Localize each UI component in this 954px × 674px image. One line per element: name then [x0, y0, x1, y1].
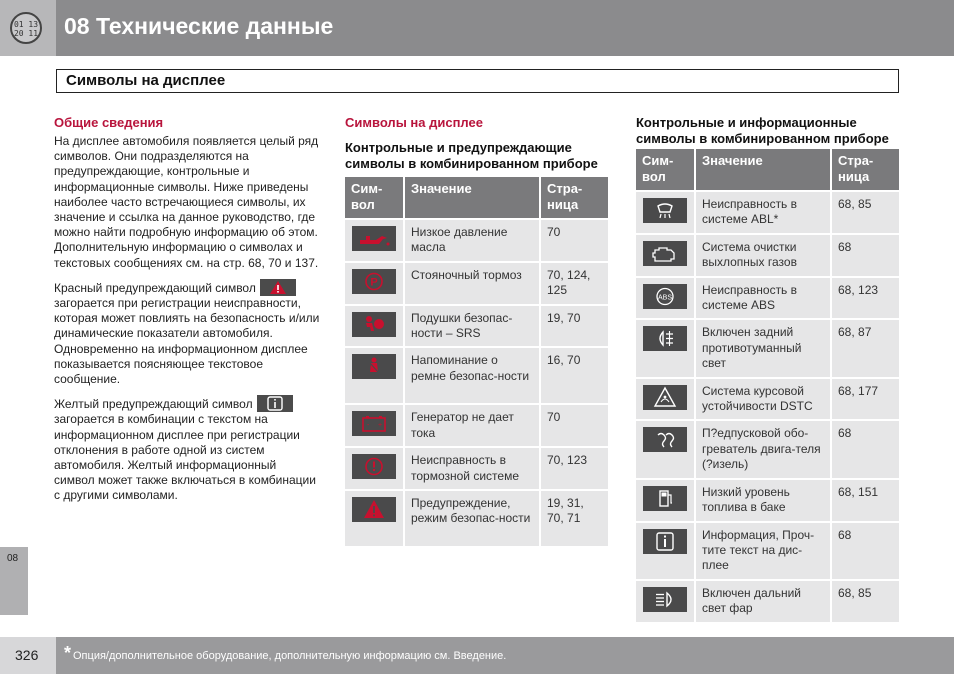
meaning-cell: Система очистки выхлопных газов — [695, 234, 831, 277]
footnote-star: * — [64, 643, 72, 663]
page-cell: 19, 70 — [540, 305, 608, 348]
meaning-cell: Предупреждение, режим безопас-ности — [404, 490, 540, 546]
general-info-paragraph: На дисплее автомобиля появляется целый ряд символов. Они подразделяются на предупреждающие, контрольные и информационные символы. Ниже приведены наиболее часто встречающиеся символы, их значение и ссылка на данное руководство, где можно найти подробную информацию об этом. Дополнительную информацию о символах и текстовых сообщениях см. на стр. 68, 70 и 137. — [54, 134, 319, 270]
column-header-page: Стра- ница — [540, 177, 608, 219]
airbag-icon — [352, 312, 396, 337]
red-warning-text-start: Красный предупреждающий символ — [54, 280, 256, 295]
page-header — [0, 0, 954, 56]
abl-fault-icon — [643, 198, 687, 223]
symbol-cell — [636, 420, 695, 478]
page-number: 326 — [15, 647, 39, 663]
page-cell: 16, 70 — [540, 347, 608, 404]
page-cell: 68 — [831, 234, 899, 277]
yellow-warning-text-end: загорается в комбинации с текстом на информационном дисплее при регистрации отклонения в работе одной из систем автомобиля. Желтый информационный символ может также включаться в комбинации с другими символами. — [54, 412, 316, 503]
page-cell: 68, 87 — [831, 319, 899, 377]
meaning-cell: П?едпусковой обо-греватель двига-теля (?изель) — [695, 420, 831, 478]
table-row — [636, 420, 899, 478]
table-row — [345, 447, 608, 490]
glow-plug-icon — [643, 427, 687, 452]
symbol-cell — [636, 319, 695, 377]
side-tab-label: 08 — [7, 553, 19, 564]
meaning-cell: Система курсовой устойчивости DSTC — [695, 378, 831, 421]
warning-symbols-column — [345, 115, 608, 546]
symbol-cell — [636, 479, 695, 522]
meaning-cell: Неисправность в системе ABL* — [695, 191, 831, 234]
symbol-cell — [636, 378, 695, 421]
footer-page-block — [0, 637, 56, 674]
symbol-cell — [345, 262, 404, 305]
display-symbols-heading: Символы на дисплее — [345, 115, 483, 130]
page-cell: 70, 123 — [540, 447, 608, 490]
info-symbols-table — [636, 149, 899, 622]
oil-pressure-icon — [352, 226, 396, 251]
column-header-meaning: Значение — [695, 149, 831, 191]
page-cell: 68, 123 — [831, 277, 899, 320]
svg-text:P: P — [370, 276, 378, 289]
engine-check-icon — [643, 241, 687, 266]
table-row — [636, 378, 899, 421]
section-title: Символы на дисплее — [66, 72, 226, 89]
fuel-level-icon — [643, 486, 687, 511]
meaning-cell: Включен задний противотуманный свет — [695, 319, 831, 377]
symbol-cell — [345, 447, 404, 490]
meaning-cell: Неисправность в тормозной системе — [404, 447, 540, 490]
symbol-cell — [345, 347, 404, 404]
yellow-warning-text-start: Желтый предупреждающий символ — [54, 397, 253, 412]
brake-fault-icon — [352, 454, 396, 479]
page-cell: 68 — [831, 420, 899, 478]
meaning-cell: Информация, Проч-тите текст на дис-плее — [695, 522, 831, 580]
table-row — [636, 277, 899, 320]
page-cell: 68, 177 — [831, 378, 899, 421]
page-cell: 70 — [540, 219, 608, 262]
table-row — [636, 522, 899, 580]
table-row — [636, 580, 899, 622]
page-footer — [0, 637, 954, 674]
header-logo-block — [0, 0, 56, 56]
table-row — [345, 219, 608, 262]
symbol-cell — [345, 404, 404, 447]
warning-symbols-table — [345, 177, 608, 546]
section-title-bar — [56, 69, 899, 93]
seatbelt-icon — [352, 354, 396, 379]
page-cell: 70 — [540, 404, 608, 447]
footer-note-bar — [56, 637, 954, 674]
table-row — [345, 490, 608, 546]
page-cell: 68 — [831, 522, 899, 580]
table-row — [636, 319, 899, 377]
symbol-cell — [636, 234, 695, 277]
table-row — [636, 191, 899, 234]
rear-fog-light-icon — [643, 326, 687, 351]
symbol-cell — [636, 522, 695, 580]
symbol-cell — [636, 277, 695, 320]
column-header-symbol: Сим- вол — [636, 149, 695, 191]
parking-brake-icon — [352, 269, 396, 294]
symbol-cell — [345, 490, 404, 546]
table-header-row — [636, 149, 899, 191]
meaning-cell: Напоминание о ремне безопас-ности — [404, 347, 540, 404]
yellow-warning-paragraph — [54, 395, 320, 503]
chapter-title: 08 Технические данные — [64, 13, 334, 39]
table-row — [636, 234, 899, 277]
general-info-column — [54, 115, 320, 504]
symbol-cell — [636, 191, 695, 234]
column-header-meaning: Значение — [404, 177, 540, 219]
general-info-heading: Общие сведения — [54, 115, 164, 130]
logo-line-2: 20 11 — [13, 29, 39, 38]
table-row — [345, 347, 608, 404]
footnote-text: Опция/дополнительное оборудование, дополнительную информацию см. Введение. — [73, 650, 507, 662]
red-warning-symbol-icon — [260, 279, 296, 296]
meaning-cell: Подушки безопас-ности – SRS — [404, 305, 540, 348]
page-cell: 70, 124, 125 — [540, 262, 608, 305]
page-cell: 68, 85 — [831, 580, 899, 622]
battery-icon — [352, 411, 396, 436]
table-row — [636, 479, 899, 522]
table-row — [345, 262, 608, 305]
logo-line-1: 01 13 — [13, 20, 39, 29]
meaning-cell: Стояночный тормоз — [404, 262, 540, 305]
meaning-cell: Включен дальний свет фар — [695, 580, 831, 622]
meaning-cell: Генератор не дает тока — [404, 404, 540, 447]
page-cell: 68, 85 — [831, 191, 899, 234]
page-cell: 68, 151 — [831, 479, 899, 522]
high-beam-icon — [643, 587, 687, 612]
chapter-side-tab[interactable] — [0, 547, 28, 615]
column-header-symbol: Сим- вол — [345, 177, 404, 219]
svg-text:+: + — [378, 422, 383, 430]
abs-icon — [643, 284, 687, 309]
symbol-cell — [345, 305, 404, 348]
warning-triangle-icon — [352, 497, 396, 522]
meaning-cell: Неисправность в системе ABS — [695, 277, 831, 320]
information-icon — [643, 529, 687, 554]
yellow-information-symbol-icon — [257, 395, 293, 412]
svg-text:ABS: ABS — [657, 294, 673, 302]
svg-text:-: - — [367, 422, 370, 430]
stability-control-icon — [643, 385, 687, 410]
table-row — [345, 404, 608, 447]
warning-symbols-subheading: Контрольные и предупреждающие символы в комбинированном приборе — [345, 140, 598, 171]
red-warning-text-end: загорается при регистрации неисправности, которая может повлиять на безопасность и/или динамические показатели автомобиля. Одновременно на информационном дисплее показывается поясняющее текстовое сообщение. — [54, 296, 320, 387]
table-header-row — [345, 177, 608, 219]
red-warning-paragraph — [54, 279, 320, 387]
column-header-page: Стра- ница — [831, 149, 899, 191]
table-row — [345, 305, 608, 348]
symbol-cell — [345, 219, 404, 262]
info-symbols-column — [636, 115, 899, 622]
meaning-cell: Низкое давление масла — [404, 219, 540, 262]
info-symbols-subheading: Контрольные и информационные символы в комбинированном приборе — [636, 115, 889, 146]
volvo-date-stamp-icon — [10, 12, 42, 44]
symbol-cell — [636, 580, 695, 622]
meaning-cell: Низкий уровень топлива в баке — [695, 479, 831, 522]
page-cell: 19, 31, 70, 71 — [540, 490, 608, 546]
